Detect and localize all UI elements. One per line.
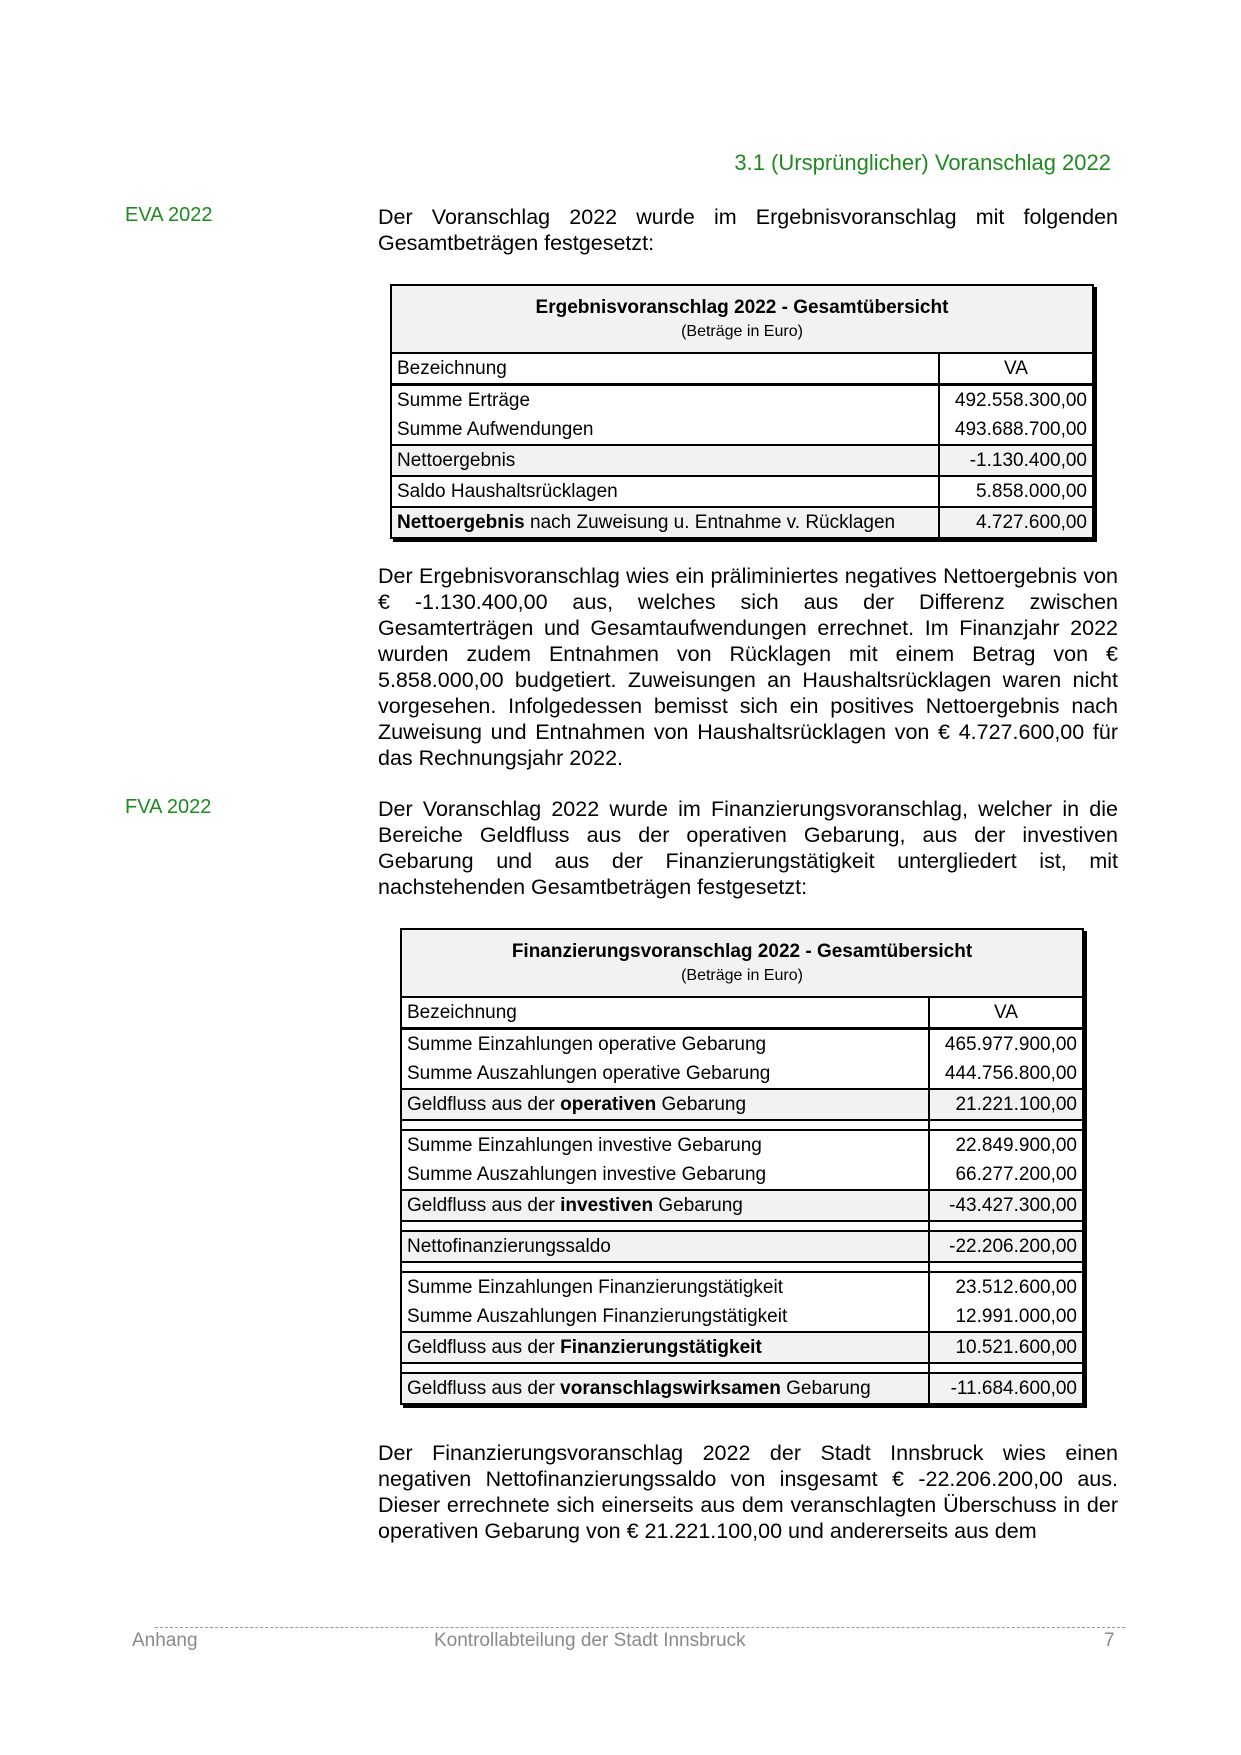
row-value: 5.858.000,00	[939, 476, 1093, 507]
footer-left: Anhang	[132, 1630, 198, 1651]
table-row-total	[391, 507, 1093, 538]
margin-label-fva: FVA 2022	[125, 796, 212, 818]
row-label-rest: nach Zuweisung u. Entnahme v. Rücklagen	[524, 511, 896, 533]
row-label: Summe Erträge	[397, 389, 531, 411]
row-label: Nettofinanzierungssaldo	[401, 1231, 929, 1262]
row-label: Summe Aufwendungen	[397, 418, 594, 440]
table-row-subtotal	[401, 1190, 1083, 1221]
row-value: 4.727.600,00	[939, 507, 1093, 538]
row-label	[401, 1373, 929, 1404]
section-heading: 3.1 (Ursprünglicher) Voranschlag 2022	[734, 150, 1111, 175]
table-row-subtotal	[391, 445, 1093, 476]
row-label	[401, 1190, 929, 1221]
table-spacer	[401, 1363, 1083, 1373]
table-row-subtotal	[401, 1089, 1083, 1120]
row-label: Summe Einzahlungen operative Gebarung	[407, 1033, 767, 1055]
table-header-row	[391, 353, 1093, 385]
table-subtitle: (Beträge in Euro)	[681, 967, 803, 984]
row-value: -11.684.600,00	[929, 1373, 1083, 1404]
table-row	[391, 476, 1093, 507]
table-title-cell	[391, 285, 1093, 353]
row-label: Summe Einzahlungen investive Gebarung	[401, 1130, 929, 1160]
row-label-bold: operativen	[560, 1093, 657, 1115]
row-label-bold: voranschlagswirksamen	[560, 1377, 781, 1399]
row-label-pre: Geldfluss aus der	[407, 1093, 561, 1115]
fva-summary-table	[400, 928, 1084, 1405]
row-label: Nettoergebnis	[391, 445, 939, 476]
row-label: Saldo Haushaltsrücklagen	[397, 480, 618, 502]
row-value: 12.991.000,00	[929, 1302, 1083, 1332]
row-label-pre: Geldfluss aus der	[407, 1336, 561, 1358]
row-label-post: Gebarung	[656, 1093, 747, 1115]
table-row	[391, 415, 1093, 445]
table-row-total	[401, 1373, 1083, 1404]
row-label: Summe Auszahlungen investive Gebarung	[407, 1163, 767, 1185]
table-subtitle: (Beträge in Euro)	[681, 323, 803, 340]
row-label-bold: Finanzierungstätigkeit	[560, 1336, 762, 1358]
row-label	[391, 507, 939, 538]
table-row	[401, 1272, 1083, 1302]
table-row-net-financing	[401, 1231, 1083, 1262]
row-value: 10.521.600,00	[929, 1332, 1083, 1363]
table-row	[401, 1029, 1083, 1060]
table-row-subtotal	[401, 1332, 1083, 1363]
row-value: 23.512.600,00	[929, 1272, 1083, 1302]
row-value: 465.977.900,00	[929, 1029, 1083, 1060]
row-label-post: Gebarung	[780, 1377, 871, 1399]
eva-summary-table	[390, 284, 1094, 539]
row-value: 444.756.800,00	[929, 1059, 1083, 1089]
row-value: 22.849.900,00	[929, 1130, 1083, 1160]
row-value: -1.130.400,00	[939, 445, 1093, 476]
row-label-bold: Nettoergebnis	[397, 511, 525, 533]
row-label: Summe Einzahlungen Finanzierungstätigkeit	[401, 1272, 929, 1302]
eva-intro-paragraph: Der Voranschlag 2022 wurde im Ergebnisvoranschlag mit folgenden Gesamtbeträgen festgesetzt:	[378, 205, 1118, 255]
footer-center: Kontrollabteilung der Stadt Innsbruck	[434, 1630, 746, 1651]
row-label: Summe Auszahlungen Finanzierungstätigkeit	[407, 1305, 788, 1327]
table-title: Finanzierungsvoranschlag 2022 - Gesamtübersicht	[511, 941, 973, 962]
row-label-pre: Geldfluss aus der	[407, 1194, 561, 1216]
row-label	[401, 1332, 929, 1363]
table-row	[391, 385, 1093, 416]
column-header-va: VA	[939, 353, 1093, 385]
row-value: 492.558.300,00	[939, 385, 1093, 416]
row-label-bold: investiven	[560, 1194, 654, 1216]
table-row	[401, 1160, 1083, 1190]
row-label	[401, 1089, 929, 1120]
fva-body-paragraph: Der Finanzierungsvoranschlag 2022 der Stadt Innsbruck wies einen negativen Nettofinanzierungssaldo von insgesamt € -22.206.200,00 aus. Dieser errechnete sich einerseits aus dem veranschlagten Überschuss in der operativen Gebarung von € 21.221.100,00 und andererseits aus dem	[378, 1441, 1118, 1543]
table-spacer	[401, 1120, 1083, 1130]
row-value: -43.427.300,00	[929, 1190, 1083, 1221]
footer-page-number: 7	[1104, 1630, 1115, 1651]
table-spacer	[401, 1221, 1083, 1231]
fva-intro-paragraph: Der Voranschlag 2022 wurde im Finanzierungsvoranschlag, welcher in die Bereiche Geldfluss aus der operativen Gebarung, aus der investiven Gebarung und aus der Finanzierungstätigkeit untergliedert ist, mit nachstehenden Gesamtbeträgen festgesetzt:	[378, 797, 1118, 899]
row-value: 66.277.200,00	[929, 1160, 1083, 1190]
row-value: 21.221.100,00	[929, 1089, 1083, 1120]
row-label: Summe Auszahlungen operative Gebarung	[407, 1062, 771, 1084]
column-header-name: Bezeichnung	[401, 997, 929, 1029]
table-header-row	[401, 997, 1083, 1029]
column-header-va: VA	[929, 997, 1083, 1029]
margin-label-eva: EVA 2022	[125, 204, 213, 226]
footer-divider	[155, 1627, 1125, 1628]
eva-body-paragraph: Der Ergebnisvoranschlag wies ein präliminiertes negatives Nettoergebnis von € -1.130.400,00 aus, welches sich aus der Differenz zwischen Gesamterträgen und Gesamtaufwendungen errechnet. Im Finanzjahr 2022 wurden zudem Entnahmen von Rücklagen mit einem Betrag von € 5.858.000,00 budgetiert. Zuweisungen an Haushaltsrücklagen waren nicht vorgesehen. Infolgedessen bemisst sich ein positives Nettoergebnis nach Zuweisung und Entnahmen von Haushaltsrücklagen von € 4.727.600,00 für das Rechnungsjahr 2022.	[378, 564, 1118, 770]
row-label-pre: Geldfluss aus der	[407, 1377, 561, 1399]
table-row	[401, 1059, 1083, 1089]
row-label-post: Gebarung	[653, 1194, 743, 1216]
table-row	[401, 1130, 1083, 1160]
row-value: 493.688.700,00	[939, 415, 1093, 445]
table-title-cell	[401, 929, 1083, 997]
table-row	[401, 1302, 1083, 1332]
row-value: -22.206.200,00	[929, 1231, 1083, 1262]
table-spacer	[401, 1262, 1083, 1272]
table-title: Ergebnisvoranschlag 2022 - Gesamtübersicht	[535, 297, 949, 318]
column-header-name: Bezeichnung	[391, 353, 939, 385]
